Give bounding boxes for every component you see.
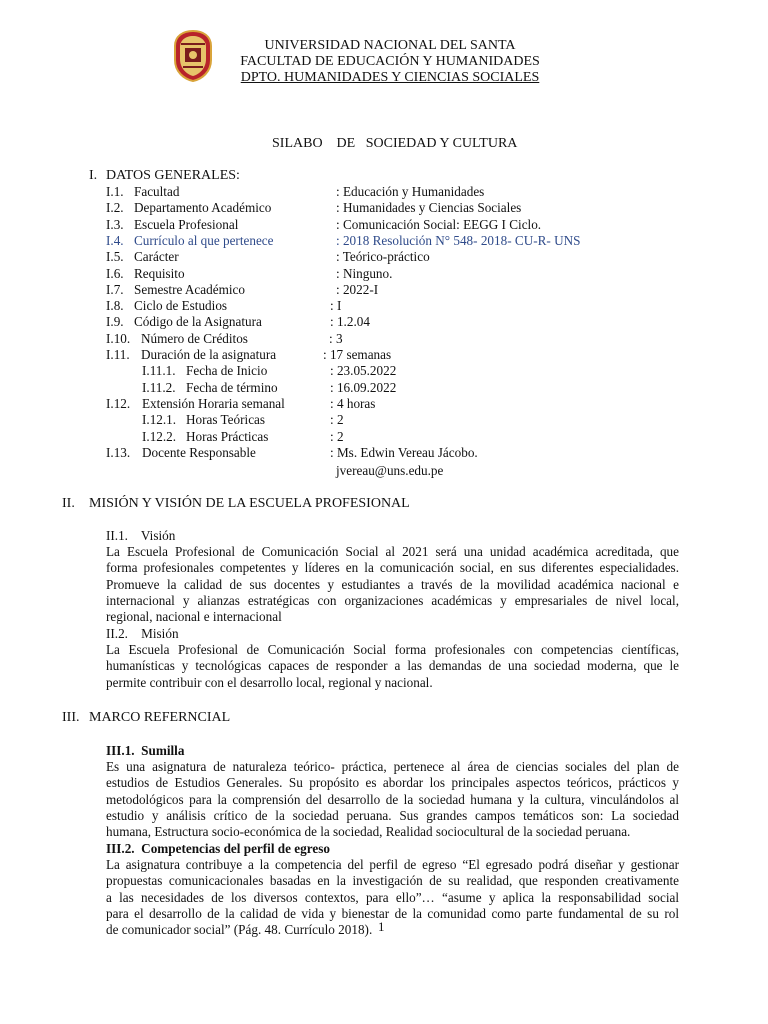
datos-row-number: I.11.1. bbox=[142, 363, 176, 379]
datos-row-label: Departamento Académico bbox=[134, 200, 272, 216]
datos-row-label: Semestre Académico bbox=[134, 281, 245, 297]
paragraph-line: Es una asignatura de naturaleza teórico- práctica, pertenece al área de ciencias sociales del plan de bbox=[106, 759, 679, 774]
sumilla-paragraph bbox=[106, 759, 679, 840]
datos-row-value: : Comunicación Social: EEGG I Ciclo. bbox=[336, 216, 542, 232]
datos-row-value: : 17 semanas bbox=[323, 347, 392, 362]
datos-row-label: Ciclo de Estudios bbox=[134, 298, 228, 314]
datos-row-number: I.10. bbox=[106, 330, 131, 346]
datos-row-number: I.11.2. bbox=[142, 379, 176, 395]
vision-label: II.1. Visión bbox=[106, 528, 176, 543]
header-faculty: FACULTAD DE EDUCACIÓN Y HUMANIDADES bbox=[240, 54, 540, 69]
paragraph-line: de comunicador social” (Pág. 48. Currículo 2018). bbox=[106, 922, 373, 938]
datos-row-value: : 2018 Resolución N° 548- 2018- CU-R- UNS bbox=[336, 232, 581, 248]
datos-row-number: I.1. bbox=[106, 184, 124, 199]
datos-row-value: : 23.05.2022 bbox=[330, 363, 397, 379]
datos-row-number: I.3. bbox=[106, 216, 124, 232]
paragraph-line: humana, Estructura socio-económica de la sociedad, Realidad sociocultural de la sociedad peruana. bbox=[106, 824, 631, 840]
paragraph-line: estudio y análisis crítico de la sociedad peruana. Sus grandes campos temáticos son: La sociedad bbox=[106, 807, 679, 823]
datos-row-label: Facultad bbox=[134, 184, 180, 199]
paragraph-line: humanísticas y tecnológicas capaces de responder a las demandas de una sociedad moderna, que le bbox=[106, 658, 679, 674]
paragraph-line: La asignatura contribuye a la competencia del perfil de egreso “El egresado podrá diseñar y gestionar bbox=[106, 857, 679, 872]
datos-row-number: I.9. bbox=[106, 314, 124, 330]
section-1-heading: DATOS GENERALES: bbox=[106, 168, 240, 183]
datos-row-value: : 2022-I bbox=[336, 281, 379, 297]
datos-row-number: I.12.1. bbox=[142, 412, 177, 428]
datos-row-number: I.13. bbox=[106, 444, 131, 460]
datos-row-number: I.6. bbox=[106, 265, 124, 281]
datos-row-value: : 4 horas bbox=[330, 395, 376, 411]
paragraph-line: para el desarrollo de la calidad de vida y bienestar de la comunidad como parte fundamental de su rol bbox=[106, 905, 679, 921]
sumilla-label: III.1. Sumilla bbox=[106, 743, 185, 758]
datos-row-value: : Ninguno. bbox=[336, 265, 393, 281]
datos-row-label: Código de la Asignatura bbox=[134, 314, 262, 330]
paragraph-line: permite contribuir con el desarrollo local, regional y nacional. bbox=[106, 674, 433, 690]
datos-row-number: I.7. bbox=[106, 281, 124, 297]
datos-row-label: Fecha de término bbox=[186, 379, 278, 395]
datos-row-value: : Educación y Humanidades bbox=[336, 184, 485, 199]
datos-row-number: I.4. bbox=[106, 232, 124, 248]
datos-row-number: I.2. bbox=[106, 200, 124, 216]
competencias-label: III.2. Competencias del perfil de egreso bbox=[106, 841, 330, 856]
paragraph-line: metodológicos para la comprensión del desarrollo de la sociedad humana y la cultura, vinculándolos al bbox=[106, 791, 679, 807]
mision-paragraph bbox=[106, 642, 679, 691]
datos-row-value: : I bbox=[330, 298, 342, 314]
section-2-number: II. bbox=[62, 496, 75, 511]
header-department: DPTO. HUMANIDADES Y CIENCIAS SOCIALES bbox=[240, 70, 540, 85]
datos-row-number: I.11. bbox=[106, 347, 130, 362]
datos-row-value: : 1.2.04 bbox=[330, 314, 370, 330]
datos-row-number: I.12. bbox=[106, 395, 131, 411]
datos-row-value: : Humanidades y Ciencias Sociales bbox=[336, 200, 522, 216]
datos-row-label: Carácter bbox=[134, 249, 179, 265]
section-3-number: III. bbox=[62, 710, 80, 725]
datos-row-label: Número de Créditos bbox=[141, 330, 248, 346]
paragraph-line: Promueve la calidad de sus docentes y estudiantes a través de la movilidad académica nacional e bbox=[106, 576, 679, 592]
datos-row-value: : 3 bbox=[329, 330, 343, 346]
datos-row-number: I.5. bbox=[106, 249, 124, 265]
datos-row-number: I.12.2. bbox=[142, 428, 177, 444]
page-title: SILABO DE SOCIEDAD Y CULTURA bbox=[272, 136, 518, 151]
datos-row-label: Docente Responsable bbox=[142, 444, 256, 460]
paragraph-line: internacional y alianzas estratégicas con organizaciones académicas y empresariales de nivel local, bbox=[106, 592, 679, 608]
paragraph-line: La Escuela Profesional de Comunicación Social forma profesionales con competencias científicas, bbox=[106, 642, 679, 657]
paragraph-line: regional, nacional e internacional bbox=[106, 609, 282, 625]
datos-row-label: Escuela Profesional bbox=[134, 216, 239, 232]
datos-row-value: : 2 bbox=[330, 412, 344, 428]
paragraph-line: estudios de Estudios Generales. Su propósito es abordar los principales aspectos teóricos, prácticos y bbox=[106, 775, 679, 791]
paragraph-line: a las necesidades de los diversos contextos, para ello”… “asume y aplica la responsabilidad social bbox=[106, 889, 679, 905]
vision-paragraph bbox=[106, 544, 679, 625]
datos-row-label: Requisito bbox=[134, 265, 185, 281]
datos-row-label: Duración de la asignatura bbox=[141, 347, 277, 362]
datos-row-value: : 16.09.2022 bbox=[330, 379, 397, 395]
datos-row-value: : 2 bbox=[330, 428, 344, 444]
mision-label: II.2. Misión bbox=[106, 626, 179, 641]
datos-row-value: : Teórico-práctico bbox=[336, 249, 430, 265]
datos-row-number: I.8. bbox=[106, 298, 124, 314]
datos-row-label: Extensión Horaria semanal bbox=[142, 395, 285, 411]
datos-row-label: Fecha de Inicio bbox=[186, 363, 268, 379]
section-2-heading: MISIÓN Y VISIÓN DE LA ESCUELA PROFESIONAL bbox=[89, 496, 410, 511]
section-1-number: I. bbox=[89, 168, 98, 183]
paragraph-line: forma profesionales competentes y líderes en la comunicación social, en sus diferentes especialidades. bbox=[106, 560, 679, 576]
datos-row-label: Horas Teóricas bbox=[186, 412, 266, 428]
docente-email[interactable]: jvereau@uns.edu.pe bbox=[336, 463, 444, 478]
datos-row-label: Horas Prácticas bbox=[186, 428, 269, 444]
section-3-heading: MARCO REFERNCIAL bbox=[89, 710, 231, 725]
page-number: 1 bbox=[378, 919, 385, 934]
datos-row-value: : Ms. Edwin Vereau Jácobo. bbox=[330, 444, 478, 460]
paragraph-line: propuestas comunicacionales basadas en la investigación de su realidad, que responden creativamente bbox=[106, 873, 679, 889]
paragraph-line: La Escuela Profesional de Comunicación Social al 2021 será una unidad académica acreditada, que bbox=[106, 544, 679, 559]
competencias-paragraph bbox=[106, 857, 679, 938]
datos-row-label: Currículo al que pertenece bbox=[134, 232, 274, 248]
header-university: UNIVERSIDAD NACIONAL DEL SANTA bbox=[264, 38, 516, 53]
